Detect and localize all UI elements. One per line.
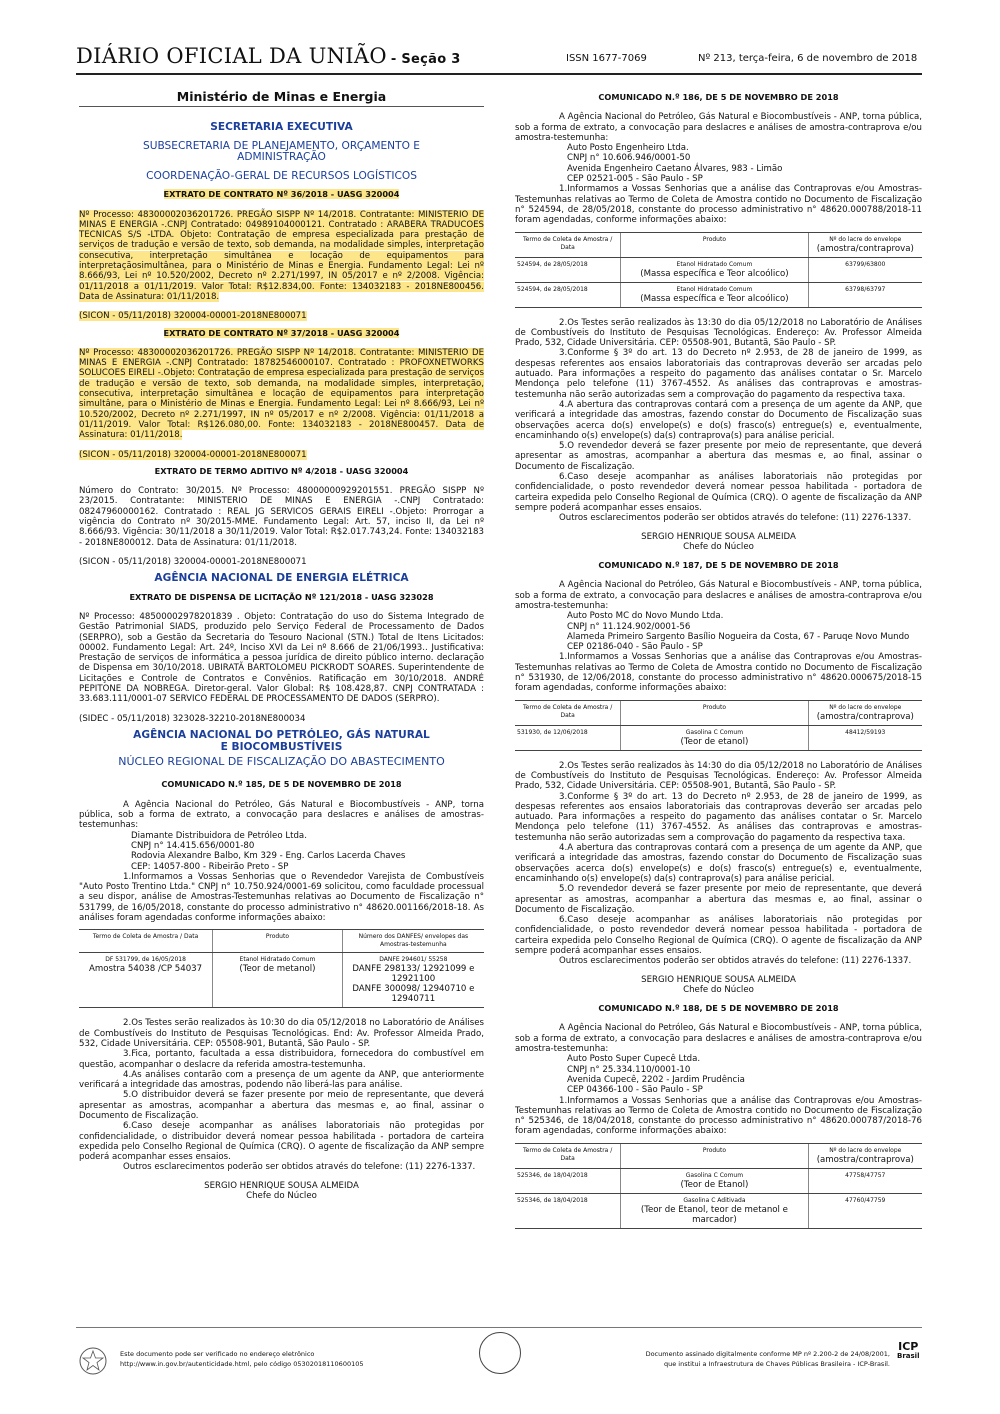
digital-signature-text: que institui a Infraestrutura de Chaves Públicas Brasileira - ICP-Brasil. [663,1360,890,1368]
table-header-cell: Produto [621,232,808,257]
comunicado-187-paragraph-1: 1.Informamos a Vossas Senhorias que a análise das Contraprovas e/ou Amostras-Testemunhas relativas ao Termo de Coleta de Amostra contido no Documento de Fiscalização n° 531930, de 12/06/2018, constante do processo administrativo n° 48620.000675/2018-15 foram agendadas, conforme informações abaixo: [515,652,922,694]
table-cell-value: (Teor de etanol) [680,736,749,747]
right-column [515,92,922,1229]
comunicado-186-paragraph-4: 4.A abertura das contraprovas contará com a presença de um agente da ANP, que verificará a integridade das amostras, fazendo constar do Documento de Fiscalização suas observações acerca do(s) envelope(s) e do(s) frasco(s) entregue(s) e, eventualmente, encaminhando o(s) envelope(s) da(s) contraprova(s) para análise pericial. [515,399,922,441]
comunicado-186-paragraph-7: Outros esclarecimentos poderão ser obtidos através do telefone: (11) 2276-1337. [559,513,912,524]
signer-role: Chefe do Núcleo [683,984,754,995]
comunicado-187-paragraph-6: 6.Caso deseje acompanhar as análises laboratoriais não protegidas por confidencialidade, o posto revendedor deverá nomear pessoa habilitada - portadora de carteira expedida pelo Conselho Regional de Química (CRQ). O agente de fiscalização da ANP sempre poderá acompanhar esses ensaios. [515,915,922,956]
table-header-cell: Termo de Coleta de Amostra / Data [515,700,621,725]
verification-text: Este documento pode ser verificado no endereço eletrônico [120,1350,315,1358]
table-cell-note: DF 531799, de 16/05/2018 [105,956,186,964]
comunicado-188-paragraph-1: 1.Informamos a Vossas Senhorias que a análise das Contraprovas e/ou Amostras-Testemunhas relativas ao Termo de Coleta de Amostra contido no Documento de Fiscalização n° 525346, de 18/04/2018, constante do processo administrativo n° 48620.000787/2018-76 foram agendadas, conforme informações abaixo: [515,1095,922,1137]
table-header-value: (amostra/contraprova) [816,243,914,254]
comunicado-187-address-line: CEP 02186-040 - São Paulo - SP [567,642,703,653]
aneel-heading: AGÊNCIA NACIONAL DE ENERGIA ELÉTRICA [154,572,409,585]
table-cell-value: Amostra 54038 /CP 54037 [89,964,203,975]
comunicado-185-paragraph-6: 6.Caso deseje acompanhar as análises laboratoriais não protegidas por confidencialidade, o distribuidor deverá nomear pessoa habilitada - portadora de carteira expedida pelo Conselho Regional de Química (CRQ). O agente de fiscalização da ANP sempre poderá acompanhar esses ensaios. [79,1121,484,1163]
table-header-cell [808,1143,922,1168]
comunicado-188-table [515,1143,922,1229]
table-cell: 48412/59193 [808,725,922,750]
contract-37-body [79,348,484,441]
termo-aditivo-body: Número do Contrato: 30/2015. Nº Processo: 48000000929201551. PREGÃO SISPP Nº 23/2015. Contratante: MINISTERIO DE MINAS E ENERGIA -.CNPJ Contratado: 08247960000162. Contratado : REAL JG SERVICOS GERAIS EIRELI -.Objeto: Prorrogar a vigência do Contrato nº 30/2015-MME. Fundamento Legal: Art. 57, inciso II, da Lei nº 8.666/93. Vigência: 30/11/2018 a 30/11/2019. Valor Total: R$2.017.743,24. Fonte: 134032183 - 2018NE800012. Data de Assinatura: 01/11/2018. [79,486,484,548]
dispensa-caption: EXTRATO DE DISPENSA DE LICITAÇÃO Nº 121/2018 - UASG 323028 [129,591,434,602]
contract-36-caption [79,189,484,199]
comunicado-187-address-street: Alameda Primeiro Sargento Basílio Nogueira da Costa, 67 - Paruqe Novo Mundo [567,631,910,642]
table-cell [342,953,484,1008]
anp-heading: AGÊNCIA NACIONAL DO PETRÓLEO, GÁS NATURAL E BIOCOMBUSTÍVEIS [133,728,430,754]
table-cell-value: DANFE 300098/ 12940710 e 12940711 [352,984,475,1005]
coat-of-arms-icon [78,1346,108,1376]
table-row [515,257,922,282]
table-cell-value: (Teor de Etanol, teor de metanol e marcador) [640,1204,788,1225]
comunicado-187-address-line: Auto Posto MC do Novo Mundo Ltda. [567,611,724,622]
comunicado-188-address-line: CNPJ n° 25.334.110/0001-10 [567,1064,691,1075]
table-row [515,725,922,750]
table-cell: 524594, de 28/05/2018 [515,282,621,307]
dispensa-body: Nº Processo: 48500002978201839 . Objeto: Contratação do uso do Sistema Integrado de Gestão Patrimonial SIADS, produzido pelo Serviço Federal de Processamento de Dados (SERPRO), sob a Gestão da Secretaria do Tesouro Nacional (STN.) Total de Itens Licitados: 00002. Fundamento Legal: Art. 24º, Inciso XVI da Lei nº 8.666 de 21/06/1993.. Justificativa: Prestação de serviços de informática a pessoa jurídica de direito público interno. declaração de Dispensa em 30/10/2018. UBIRATÃ BARTOLOMEU PICKRODT SOARES. Superintendente de Licitações e Controle de Contratos e Convênios. Ratificação em 30/10/2018. ANDRÉ PEPITONE DA NOBREGA. Diretor-geral. Valor Global: R$ 108.428,87. CNPJ CONTRATADA : 33.683.111/0001-07 SERVICO FEDERAL DE PROCESSAMENTO DE DADOS (SERPRO). [79,612,484,705]
table-header-cell: Termo de Coleta de Amostra / Data [515,1143,621,1168]
table-cell: 525346, de 18/04/2018 [515,1193,621,1228]
table-cell-value: (Teor de Etanol) [680,1179,749,1190]
coordenacao-heading: COORDENAÇÃO-GERAL DE RECURSOS LOGÍSTICOS [146,169,417,182]
termo-aditivo-caption: EXTRATO DE TERMO ADITIVO Nº 4/2018 - UASG 320004 [154,465,409,476]
table-row [515,282,922,307]
contract-36-title: EXTRATO DE CONTRATO Nº 36/2018 - UASG 320004 [163,189,400,200]
comunicado-185-address-line: CNPJ n° 14.415.656/0001-80 [131,840,255,851]
table-cell-note: Gasolina C Aditivada [683,1196,746,1204]
comunicado-186-intro: A Agência Nacional do Petróleo, Gás Natural e Biocombustíveis - ANP, torna pública, sob a forma de extrato, a convocação para deslacres e análises de amostra-contraprova e/ou amostra-testemunha: [515,112,922,143]
comunicado-186-paragraph-6: 6.Caso deseje acompanhar as análises laboratoriais não protegidas por confidencialidade, o posto revendedor deverá nomear pessoa habilitada - portadora de carteira expedida pelo Conselho Regional de Química (CRQ). O agente de fiscalização da ANP sempre poderá acompanhar esses ensaios. [515,472,922,513]
signer-role: Chefe do Núcleo [683,541,754,552]
table-cell [621,1168,808,1193]
table-header-cell [808,232,922,257]
comunicado-186-address-line: CEP 02521-005 - São Paulo - SP [567,174,703,185]
document-stamp [479,1332,521,1374]
table-cell-note: Etanol Hidratado Comum [676,285,753,293]
table-cell: 531930, de 12/06/2018 [515,725,621,750]
table-cell: 63799/63800 [808,257,922,282]
contract-36-sicon-text: (SICON - 05/11/2018) 320004-00001-2018NE800071 [79,311,307,322]
comunicado-186-address-line: CNPJ n° 10.606.946/0001-50 [567,153,691,164]
table-header-cell: Número dos DANFES/ envelopes das Amostras-testemunha [342,930,484,953]
table-row [515,1193,922,1228]
secretaria-executiva-heading: SECRETARIA EXECUTIVA [210,121,353,134]
table-cell: 47758/47757 [808,1168,922,1193]
table-cell-value: (Massa específica e Teor alcoólico) [640,293,789,304]
table-cell [621,282,808,307]
comunicado-186-address-line: Avenida Engenheiro Caetano Álvares, 983 - Limão [567,163,783,174]
table-cell: 524594, de 28/05/2018 [515,257,621,282]
comunicado-188-address-line: Auto Posto Super Cupecê Ltda. [567,1054,701,1065]
comunicado-185-address-line: Diamante Distribuidora de Petróleo Ltda. [131,830,307,841]
issn: ISSN 1677-7069 [566,53,647,64]
signer-role: Chefe do Núcleo [246,1191,317,1202]
section-label: - Seção 3 [390,52,461,67]
table-cell [621,1193,808,1228]
comunicado-185-caption: COMUNICADO N.º 185, DE 5 DE NOVEMBRO DE 2018 [161,779,402,790]
table-cell-note: Gasolina C Comum [685,728,744,736]
contract-36-body [79,210,484,303]
signer-name: SERGIO HENRIQUE SOUSA ALMEIDA [204,1180,359,1191]
ministry-heading: Ministério de Minas e Energia [79,92,484,107]
table-header-row [79,930,484,953]
table-cell [79,953,213,1008]
comunicado-185-paragraph-2: 2.Os Testes serão realizados às 10:30 do dia 05/12/2018 no Laboratório de Análises de Combustíveis do Instituto de Pesquisas Tecnológicas. End: Av. Professor Almeida Prado, 532, Cidade Universitária. CEP: 05508-901, Butantã, São Paulo - SP. [79,1018,484,1049]
table-cell-note: Gasolina C Comum [685,1171,744,1179]
comunicado-188-intro: A Agência Nacional do Petróleo, Gás Natural e Biocombustíveis - ANP, torna pública, sob a forma de extrato, a convocação para deslacres e análises de amostra-contraprova e/ou amostra-testemunha: [515,1023,922,1055]
table-header-note: Nº do lacre do envelope [829,235,902,243]
icp-logo-subtext: Brasil [897,1352,920,1360]
table-cell [213,953,343,1008]
icp-logo-text: ICP [898,1340,919,1353]
table-cell: 47760/47759 [808,1193,922,1228]
signer-name: SERGIO HENRIQUE SOUSA ALMEIDA [641,974,796,985]
comunicado-187-table [515,700,922,751]
left-column [79,89,484,1202]
contract-37-sicon-text: (SICON - 05/11/2018) 320004-00001-2018NE800071 [79,449,307,460]
comunicado-188-address-line: CEP 04366-100 - São Paulo - SP [567,1085,703,1096]
verification-note [120,1349,364,1369]
comunicado-186-paragraph-5: 5.O revendedor deverá se fazer presente por meio de representante, que deverá apresentar as amostras, acompanhar a abertura das mesmas e, ao final, assinar o Documento de Fiscalização. [515,441,922,472]
comunicado-188-caption: COMUNICADO N.º 188, DE 5 DE NOVEMBRO DE 2018 [598,1003,839,1014]
table-header-row [515,232,922,257]
signature-block [515,532,922,553]
comunicado-187-address-line: CNPJ n° 11.124.902/0001-56 [567,621,691,632]
table-cell [621,725,808,750]
table-cell [621,257,808,282]
comunicado-187-paragraph-2: 2.Os Testes serão realizados às 14:30 do dia 05/12/2018 no Laboratório de Análises de Combustíveis do Instituto de Pesquisas Tecnológicas. Endereço: Av. Professor Almeida Prado, 532, Cidade Universitária. CEP: 05508-901, Butantã, São Paulo - SP. [515,760,922,792]
verification-url[interactable]: http://www.in.gov.br/autenticidade.html, pelo código 05302018110600105 [120,1360,364,1368]
comunicado-187-paragraph-3: 3.Conforme § 3º do art. 13 do Decreto nº 2.953, de 28 de janeiro de 1999, as despesas referentes aos ensaios laboratoriais das contraprovas deverão ser arcadas pelo autuado. Para informações a respeito do pagamento das análises contatar o Sr. Marcelo Mendonça pelo telefone (11) 3767-4552. As análises das contraprovas e amostras-testemunha não serão autorizadas sem a comprovação do pagamento da respectiva taxa. [515,791,922,843]
table-cell-value: (Teor de metanol) [239,964,316,975]
table-header-cell [808,700,922,725]
comunicado-187-caption: COMUNICADO N.º 187, DE 5 DE NOVEMBRO DE 2018 [598,560,839,571]
comunicado-186-paragraph-3: 3.Conforme § 3º do art. 13 do Decreto nº 2.953, de 28 de janeiro de 1999, as despesas referentes aos ensaios laboratoriais das contraprovas deverão ser arcadas pelo autuado. Para informações a respeito do pagamento das análises contatar o Sr. Marcelo Mendonça pelo telefone (11) 3767-4552. As análises das contraprovas e amostras-testemunha não serão autorizadas sem a comprovação do pagamento da respectiva taxa. [515,348,922,400]
journal-title [76,44,461,68]
table-row [79,953,484,1008]
digital-signature-text: Documento assinado digitalmente conforme MP nº 2.200-2 de 24/08/2001, [645,1350,890,1358]
table-header-cell: Produto [621,700,808,725]
table-cell: 63798/63797 [808,282,922,307]
table-cell-note: DANFE 294601/ 55258 [379,956,448,964]
table-cell: 525346, de 18/04/2018 [515,1168,621,1193]
table-cell-note: Etanol Hidratado Comum [676,260,753,268]
issue-number-date: Nº 213, terça-feira, 6 de novembro de 2018 [698,53,918,64]
comunicado-185-paragraph-3: 3.Fica, portanto, facultada a essa distribuidora, fornecedora do combustível em questão, acompanhar o deslacre da referida amostra-testemunha. [79,1049,484,1070]
comunicado-185-paragraph-1: 1.Informamos a Vossas Senhorias que o Revendedor Varejista de Combustíveis "Auto Posto Trentino Ltda." CNPJ n° 10.750.924/0001-69 solicitou, como faculdade processual a seu dispor, análise de Amostras-Testemunhas relativas ao Documento de Fiscalização n° 531799, de 16/05/2018, constante do processo administrativo n° 48620.001166/2018-18. As análises foram agendadas conforme informações abaixo: [79,871,484,924]
comunicado-186-paragraph-2: 2.Os Testes serão realizados às 13:30 do dia 05/12/2018 no Laboratório de Análises de Combustíveis do Instituto de Pesquisas Tecnológicas. Endereço: Av. Professor Almeida Prado, 532, Cidade Universitária. CEP: 05508-901, Butantã, São Paulo - SP. [515,317,922,349]
contract-37-title: EXTRATO DE CONTRATO Nº 37/2018 - UASG 320004 [163,327,400,338]
comunicado-185-address-line: CEP: 14057-800 - Ribeirão Preto - SP [131,861,289,872]
table-header-note: Nº do lacre do envelope [829,1146,902,1154]
comunicado-186-address-line: Auto Posto Engenheiro Ltda. [567,143,689,154]
footer-divider [76,1327,922,1328]
nucleo-heading: NÚCLEO REGIONAL DE FISCALIZAÇÃO DO ABASTECIMENTO [118,754,445,768]
table-cell-value: (Massa específica e Teor alcoólico) [640,268,789,279]
signer-name: SERGIO HENRIQUE SOUSA ALMEIDA [641,531,796,542]
contract-37-text: Nº Processo: 48300002036201726. PREGÃO SISPP Nº 14/2018. Contratante: MINISTERIO DE MINAS E ENERGIA -.CNPJ Contratado: 18782546000107. Contratado : PROFOXNETWORKS SOLUCOES EIRELI -.Objeto: Contratação de empresa especializada para prestação de serviços de tradução e versão de texto, sob demanda, na modalidade simples, interpretação, consecutiva, interpretação simultânea e locação de equipamentos para interpretação simultâne, para o Ministério de Minas e Energia. Fundamento Legal: Lei nº 8.666/93, Lei nº 10.520/2002, Decreto nº 2.271/1997, IN nº 05/2017 e nº 2/2008. Vigência: 01/11/2018 a 01/11/2019. Valor Total: R$126.080,00. Fonte: 134032183 - 2018NE800457. Data de Assinatura: 01/11/2018. [79,347,484,441]
comunicado-187-paragraph-5: 5.O revendedor deverá se fazer presente por meio de representante, que deverá apresentar as amostras, acompanhar a abertura das mesmas e, ao final, assinar o Documento de Fiscalização. [515,884,922,915]
comunicado-186-paragraph-1: 1.Informamos a Vossas Senhorias que a análise das Contraprovas e/ou Amostras-Testemunhas relativas ao Termo de Coleta de Amostra contido no Documento de Fiscalização n° 524594, de 28/05/2018, constante do processo administrativo n° 48620.000788/2018-11 foram agendadas, conforme informações abaixo: [515,184,922,226]
comunicado-187-paragraph-7: Outros esclarecimentos poderão ser obtidos através do telefone: (11) 2276-1337. [559,956,912,967]
header-divider [76,73,922,75]
table-cell-value: DANFE 298133/ 12921099 e 12921100 [352,964,475,985]
table-header-cell: Produto [621,1143,808,1168]
digital-signature-note [600,1349,890,1369]
comunicado-185-paragraph-5: 5.O distribuidor deverá se fazer presente por meio de representante, que deverá apresentar as amostras, acompanhar a abertura das mesmas e, ao final, assinar o Documento de Fiscalização. [79,1090,484,1121]
table-header-cell: Produto [213,930,343,953]
table-header-value: (amostra/contraprova) [816,711,914,722]
comunicado-187-intro: A Agência Nacional do Petróleo, Gás Natural e Biocombustíveis - ANP, torna pública, sob a forma de extrato, a convocação para deslacres e análises de amostra-contraprova e/ou amostra-testemunha: [515,580,922,611]
comunicado-186-caption: COMUNICADO N.º 186, DE 5 DE NOVEMBRO DE 2018 [598,92,839,102]
comunicado-185-paragraph-4: 4.As análises contarão com a presença de um agente da ANP, que anteriormente verificará a integridade das amostras, podendo não liberá-las para análise. [79,1069,484,1091]
subsecretaria-heading: SUBSECRETARIA DE PLANEJAMENTO, ORÇAMENTO E ADMINISTRAÇÃO [143,139,420,164]
comunicado-185-intro: A Agência Nacional do Petróleo, Gás Natural e Biocombustíveis - ANP, torna pública, sob a forma de extrato, a convocação para deslacres e análises de amostras-testemunhas: [79,799,484,831]
contract-37-caption [79,328,484,338]
signature-block [79,1181,484,1202]
icp-brasil-logo [897,1342,919,1360]
contract-36-sicon [79,311,484,321]
comunicado-185-address-line: Rodovia Alexandre Balbo, Km 329 - Eng. Carlos Lacerda Chaves [131,851,406,862]
dispensa-sidec: (SIDEC - 05/11/2018) 323028-32210-2018NE800034 [79,713,306,724]
comunicado-187-paragraph-4: 4.A abertura das contraprovas contará com a presença de um agente da ANP, que verificará a integridade das amostras, fazendo constar do Documento de Fiscalização suas observações acerca do(s) envelope(s) e do(s) frasco(s) entregue(s) e, eventualmente, encaminhando o(s) envelope(s) da(s) contraprova(s) para análise pericial. [515,843,922,884]
table-cell-note: Etanol Hidratado Comum [239,956,316,964]
termo-aditivo-sicon: (SICON - 05/11/2018) 320004-00001-2018NE800071 [79,556,307,567]
comunicado-188-address-line: Avenida Cupecê, 2202 - Jardim Prudência [567,1074,745,1085]
contract-36-text: Nº Processo: 48300002036201726. PREGÃO SISPP Nº 14/2018. Contratante: MINISTERIO DE MINAS E ENERGIA -.CNPJ Contratado: 04989104000121. Contratado : ARABERA TRADUCOES TECNICAS S/S -LTDA. Objeto: Contratação de empresa especializada para prestação de serviços de tradução e versão de texto, sob demanda, na modalidade simples, interpretação consecutiva, interpretação simultânea e locação de equipamentos para interpretaçãosimultânea, para o Ministério de Minas e Energia. Fundamento Legal: Lei nº 8.666/93, Lei nº 10.520/2002, Decreto nº 2.271/1997, IN 05/2017 e nº 2/2008. Vigência: 01/11/2018 a 01/11/2019. Valor Total: R$12.834,00. Fonte: 134032183 - 2018NE800456. Data de Assinatura: 01/11/2018. [79,209,484,302]
comunicado-186-table [515,232,922,308]
table-header-row [515,1143,922,1168]
journal-name: DIÁRIO OFICIAL DA UNIÃO [76,44,387,68]
table-header-note: Nº do lacre do envelope [829,703,902,711]
table-header-row [515,700,922,725]
table-header-cell: Termo de Coleta de Amostra / Data [515,232,621,257]
signature-block [515,975,922,996]
comunicado-185-paragraph-7: Outros esclarecimentos poderão ser obtidos através do telefone: (11) 2276-1337. [123,1162,476,1173]
table-row [515,1168,922,1193]
table-header-value: (amostra/contraprova) [816,1154,914,1165]
comunicado-185-table [79,929,484,1008]
contract-37-sicon [79,450,484,460]
table-header-cell: Termo de Coleta de Amostra / Data [79,930,213,953]
